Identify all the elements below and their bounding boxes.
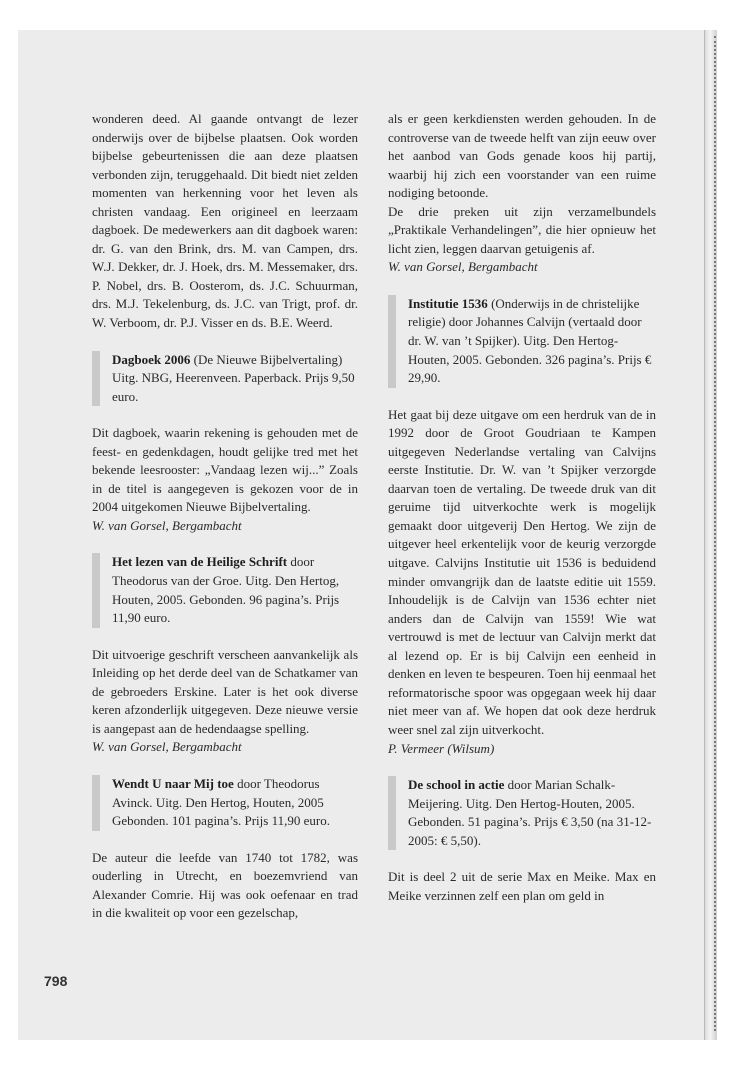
review-box-institutie xyxy=(388,295,656,388)
review-box-text xyxy=(112,351,358,407)
left-paragraph-2: Dit dagboek, waarin rekening is gehouden met de feest- en gedenkdagen, houdt gelijke tred met het bekende leesrooster: „Vandaag lezen wij...” Zoals in de titel is aangegeven is gekozen voor de in 2004 uitgekomen Nieuwe Bijbelvertaling. xyxy=(92,425,358,515)
right-paragraph-3: Het gaat bij deze uitgave om een herdruk van de in 1992 door de Groot Goudriaan te Kampen uitgegeven Nederlandse vertaling van Calvijns eerste Institutie. Dr. W. van ’t Spijker verzorgde daarvan toen de vertaling. De tweede druk van dit geruime tijd uitverkochte werk is mogelijk gemaakt door uitgeverij Den Hertog. We zijn de uitgever heel erkentelijk voor de keurig verzorgde uitgave. Calvijns Institutie uit 1536 is beduidend minder omvangrijk dan de laatste editie uit 1559. Inhoudelijk is de Calvijn van 1536 echter niet anders dan de Calvijn van 1559! Wie wat vertrouwd is met de lectuur van Calvijn merkt dat al lezend op. Er is bij Calvijn een eenheid in denken en leven te bespeuren. Toen hij eenmaal het reformatorische spoor was opgegaan week hij daar niet meer van af. We hopen dat ook deze herdruk weer snel zal zijn uitverkocht. xyxy=(388,406,656,737)
review-box-title: Dagboek 2006 xyxy=(112,351,191,367)
signature: P. Vermeer (Wilsum) xyxy=(388,740,495,756)
review-box-details: door Theodorus van der Groe. Uitg. Den Hertog, Houten, 2005. Gebonden. 96 pagina’s. Prijs 11,90 euro. xyxy=(112,554,340,626)
review-box-details: door Marian Schalk-Meijering. Uitg. Den Hertog-Houten, 2005. Gebonden. 51 pagina’s. Prijs € 3,50 (na 31-12-2005: € 5,50). xyxy=(408,777,652,848)
right-paragraph-1: als er geen kerkdiensten werden gehouden. In de controverse van de tweede helft van zijn eeuw over het aanbod van Gods genade koos hij partij, waarbij hij zich een voorstander van een ruime nodiging betoonde. xyxy=(388,111,656,201)
review-box-details: door Theodorus Avinck. Uitg. Den Hertog, Houten, 2005 Gebonden. 101 pagina’s. Prijs 11,90 euro. xyxy=(112,775,330,829)
review-box-text xyxy=(408,295,656,388)
right-paragraph-4: Dit is deel 2 uit de serie Max en Meike. Max en Meike verzinnen zelf een plan om geld in xyxy=(388,869,656,903)
right-column xyxy=(388,110,656,905)
review-box-text xyxy=(112,553,358,627)
review-box-school-in-actie xyxy=(388,776,656,850)
review-box-text xyxy=(408,776,656,850)
review-box-title: Wendt U naar Mij toe xyxy=(112,775,234,791)
left-column xyxy=(92,110,358,923)
review-box-details: (Onderwijs in de christelijke religie) door Johannes Calvijn (vertaald door dr. W. van ’t Spijker). Uitg. Den Hertog-Houten, 2005. Gebonden. 326 pagina’s. Prijs € 29,90. xyxy=(408,295,652,386)
review-box-title: Het lezen van de Heilige Schrift xyxy=(112,554,288,570)
left-paragraph-4: De auteur die leefde van 1740 tot 1782, was ouderling in Utrecht, en boezemvriend van Alexander Comrie. Hij was ook oefenaar en trad in die kwaliteit op voor een gezelschap, xyxy=(92,849,358,921)
review-box-text xyxy=(112,775,358,831)
signature: W. van Gorsel, Bergambacht xyxy=(92,739,242,755)
review-box-title: De school in actie xyxy=(408,777,505,793)
review-box-heilige-schrift xyxy=(92,553,358,627)
page-number: 798 xyxy=(44,973,68,989)
review-box-title: Institutie 1536 xyxy=(408,295,488,311)
right-paragraph-2: De drie preken uit zijn verzamelbundels „Praktikale Verhandelingen”, die hier opnieuw het licht zien, leggen daarvan getuigenis af. xyxy=(388,203,656,256)
binding-stitch-line xyxy=(714,36,717,1031)
review-box-wendt-u xyxy=(92,775,358,831)
review-box-details: (De Nieuwe Bijbelvertaling) Uitg. NBG, Heerenveen. Paperback. Prijs 9,50 euro. xyxy=(112,351,355,404)
review-box-dagboek xyxy=(92,351,358,407)
left-paragraph-3: Dit uitvoerige geschrift verscheen aanvankelijk als Inleiding op het derde deel van de Schatkamer van de gebroeders Erskine. Later is het ook diverse keren afzonderlijk uitgegeven. Deze nieuwe versie is aangepast aan de hedendaagse spelling. xyxy=(92,646,358,736)
signature: W. van Gorsel, Bergambacht xyxy=(92,517,242,533)
signature: W. van Gorsel, Bergambacht xyxy=(388,259,538,275)
left-paragraph-1: wonderen deed. Al gaande ontvangt de lezer onderwijs over de bijbelse plaatsen. Ook worden bijbelse gebeurtenissen die aan deze plaatsen verbonden zijn, teruggehaald. Dit biedt niet zelden momenten van herkenning voor het leven als christen vandaag. Een origineel en leerzaam dagboek. De medewerkers aan dit dagboek waren: dr. G. van den Brink, drs. M. van Campen, drs. W.J. Dekker, dr. J. Hoek, drs. M. Messemaker, drs. P. Nobel, drs. B. Oosterom, ds. J.C. Schuurman, drs. M.J. Tekelenburg, ds. J.C. van Trigt, prof. dr. W. Verboom, dr. P.J. Visser en ds. B.E. Weerd. xyxy=(92,111,358,331)
